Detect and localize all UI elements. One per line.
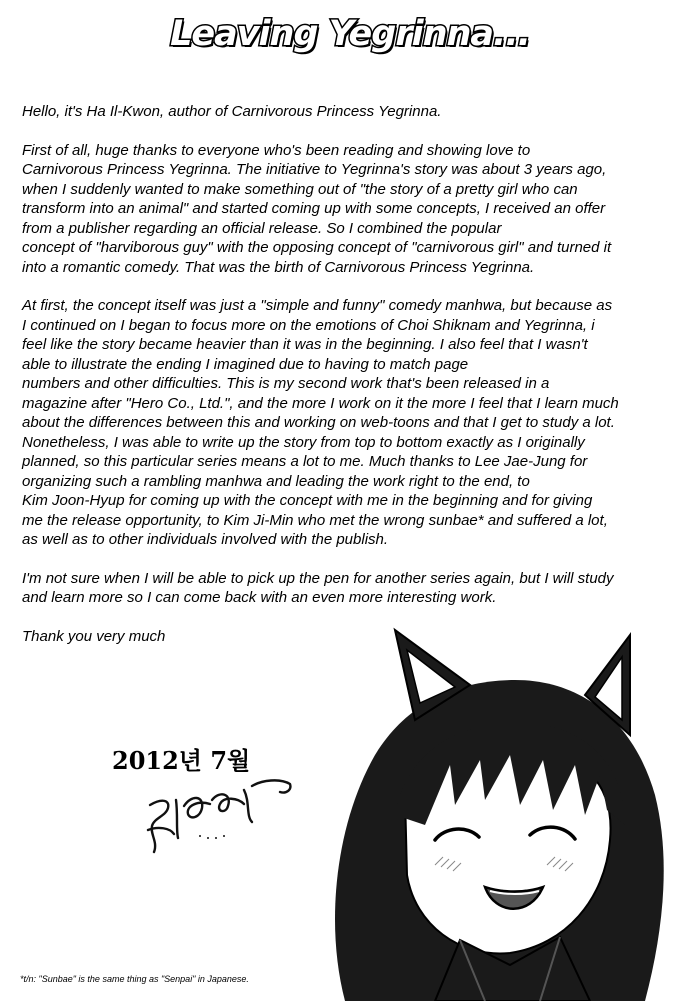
paragraph-thanks: Thank you very much xyxy=(22,627,166,645)
paragraph-origin: First of all, huge thanks to everyone who's been reading and showing love to Carnivorous Princess Yegrinna. The initiative to Yegrinna's story was about 3 years ago, when I suddenly wanted to make something out of "the story of a pretty girl who can transform into an animal" and started coming up with some concepts, I received an offer from a publisher regarding an official release. So I combined the popular concept of "harviborous guy" with the opposing concept of "carnivorous girl" and turned it into a romantic comedy. That was the birth of Carnivorous Princess Yegrinna. xyxy=(22,141,612,276)
translator-footnote: *t/n: "Sunbae" is the same thing as "Senpai" in Japanese. xyxy=(20,974,249,984)
girl-with-cat-ears-illustration xyxy=(285,625,700,1001)
paragraph-greeting: Hello, it's Ha Il-Kwon, author of Carnivorous Princess Yegrinna. xyxy=(22,103,442,120)
paragraph-reflection: At first, the concept itself was just a "simple and funny" comedy manhwa, but because as I continued on I began to focus more on the emotions of Choi Shiknam and Yegrinna, i feel like the story became heavier than it was in the beginning. I also feel that I wasn't able to illustrate the ending I imagined due to having to match page numbers and other difficulties. This is my second work that's been released in a magazine after "Hero Co., Ltd.", and the more I work on it the more I feel that I learn much about the differences between this and working on web-toons and that I get to study a lot. Nonetheless, I was able to write up the story from top to bottom exactly as I originally planned, so this particular series means a lot to me. Much thanks to Lee Jae-Jung for organizing such a rambling manhwa and leading the work right to the end, to Kim Joon-Hyup for coming up with the concept with me in the beginning and for giving me the release opportunity, to Kim Ji-Min who met the wrong sunbae* and suffered a lot, as well as to other individuals involved with the publish. xyxy=(22,297,619,548)
afterword-text xyxy=(22,102,686,665)
date-stamp: 2012년 7월 xyxy=(112,746,251,775)
page-title: Leaving Yegrinna... xyxy=(170,14,530,54)
paragraph-future: I'm not sure when I will be able to pick up the pen for another series again, but I will study and learn more so I can come back with an even more interesting work. xyxy=(22,569,614,606)
author-signature xyxy=(140,760,300,860)
